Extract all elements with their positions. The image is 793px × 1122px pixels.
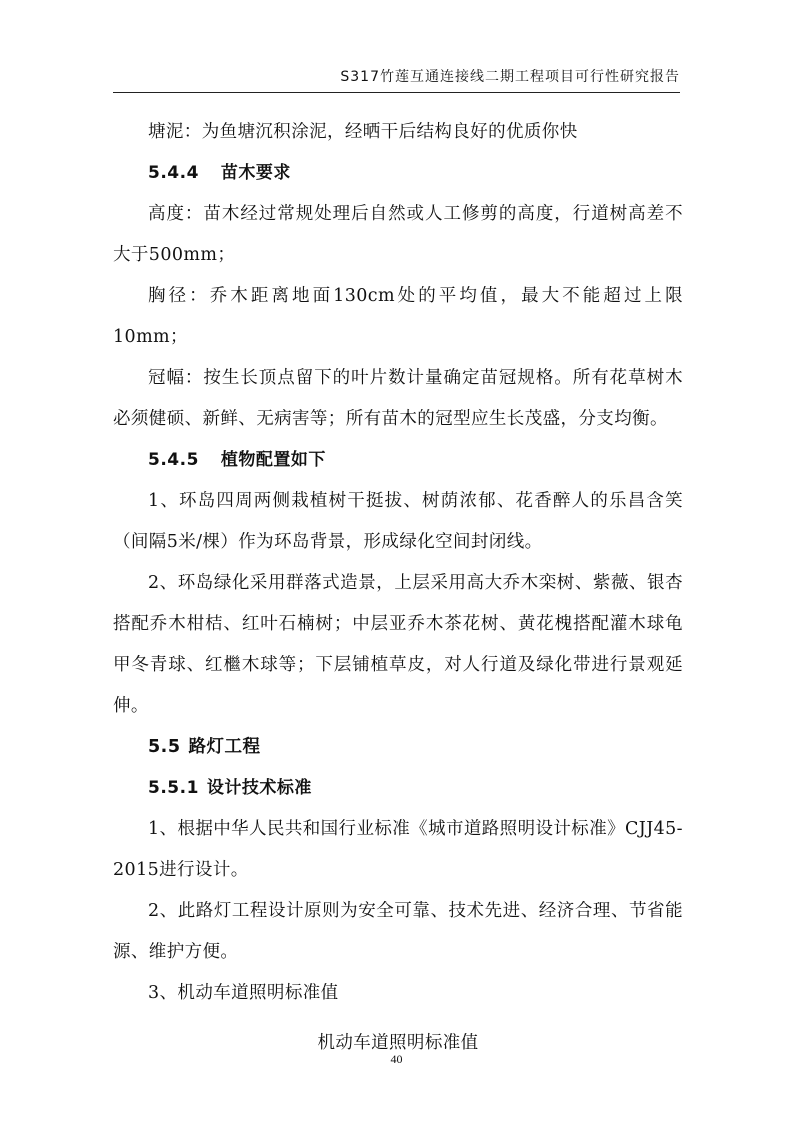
paragraph-dbh: 胸径：乔木距离地面130cm处的平均值，最大不能超过上限10mm； [113,286,683,347]
paragraph-tangni: 塘泥：为鱼塘沉积涂泥，经晒干后结构良好的优质你快 [148,122,578,142]
section-heading-5-4-4 [113,153,683,194]
section-number: 5.5.1 [148,778,199,798]
section-title: 路灯工程 [188,737,261,757]
section-title: 植物配置如下 [220,450,326,470]
section-heading-5-4-5 [113,440,683,481]
paragraph-height: 高度：苗木经过常规处理后自然或人工修剪的高度，行道树高差不大于500mm； [113,204,683,265]
paragraph-plant-2: 2、环岛绿化采用群落式造景，上层采用高大乔木栾树、紫薇、银杏搭配乔木柑桔、红叶石楠树；中层亚乔木茶花树、黄花槐搭配灌木球龟甲冬青球、红檵木球等；下层铺植草皮，对人行道及绿化带进行景观延伸。 [113,573,683,716]
section-title: 苗木要求 [220,163,291,183]
paragraph-plant-1: 1、环岛四周两侧栽植树干挺拔、树荫浓郁、花香醉人的乐昌含笑（间隔5米/棵）作为环岛背景，形成绿化空间封闭线。 [113,491,683,552]
section-number: 5.4.5 [148,450,199,470]
table-caption: 机动车道照明标准值 [317,1033,479,1053]
header-rule [113,92,680,93]
section-number: 5.5 [148,737,181,757]
section-heading-5-5-1 [113,768,683,809]
section-title: 设计技术标准 [206,778,312,798]
header-title: S317竹莲互通连接线二期工程项目可行性研究报告 [340,69,680,85]
page-number: 40 [390,1052,403,1066]
paragraph-standard-1: 1、根据中华人民共和国行业标准《城市道路照明设计标准》CJJ45-2015进行设计。 [113,819,683,880]
paragraph-crown: 冠幅：按生长顶点留下的叶片数计量确定苗冠规格。所有花草树木必须健硕、新鲜、无病害等；所有苗木的冠型应生长茂盛，分支均衡。 [113,368,683,429]
page-body [113,112,683,1064]
section-number: 5.4.4 [148,163,199,183]
section-heading-5-5 [113,727,683,768]
paragraph-standard-3: 3、机动车道照明标准值 [148,983,339,1003]
paragraph-standard-2: 2、此路灯工程设计原则为安全可靠、技术先进、经济合理、节省能源、维护方便。 [113,901,683,962]
